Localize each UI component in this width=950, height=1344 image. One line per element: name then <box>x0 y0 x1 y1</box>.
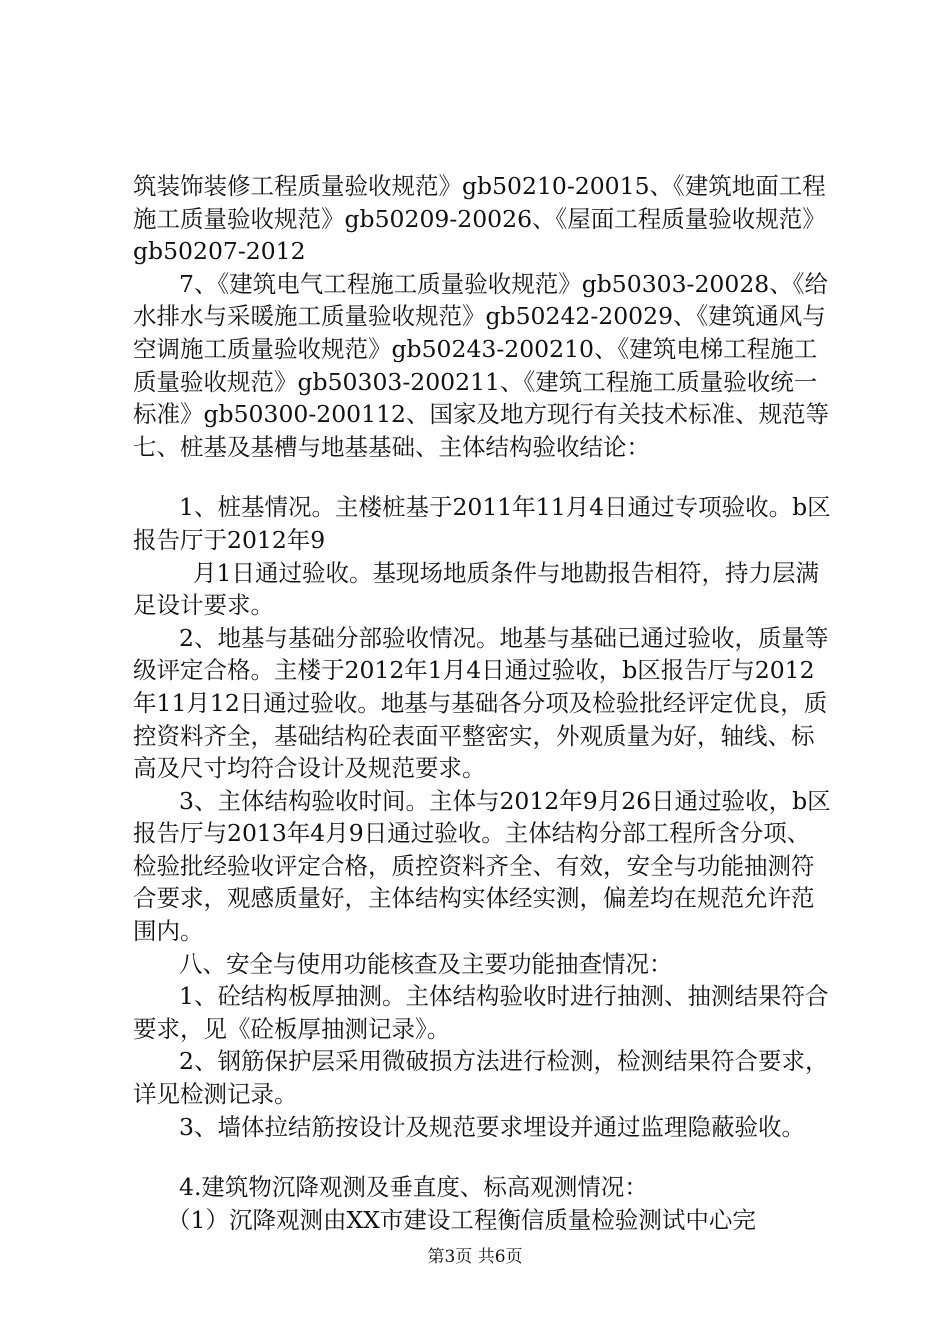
paragraph-foundation-acceptance: 2、地基与基础分部验收情况。地基与基础已通过验收，质量等级评定合格。主楼于2012年1月4日通过验收，b区报告厅与2012年11月12日通过验收。地基与基础各分项及检验批经评定优良，质控资料齐全，基础结构砼表面平整密实，外观质量为好，轴线、标高及尺寸均符合设计及规范要求。 <box>133 623 829 783</box>
paragraph-main-structure: 3、主体结构验收时间。主体与2012年9月26日通过验收，b区报告厅与2013年4月9日通过验收。主体结构分部工程所含分项、检验批经验收评定合格，质控资料齐全、有效，安全与功能抽测符合要求，观感质量好，主体结构实体经实测，偏差均在规范允许范围内。 <box>133 786 831 946</box>
paragraph-standards-continued: 筑装饰装修工程质量验收规范》gb50210-20015、《建筑地面工程施工质量验收规范》gb50209-20026、《屋面工程质量验收规范》gb50207-2012 <box>133 172 826 266</box>
paragraph-settlement-observation: 4.建筑物沉降观测及垂直度、标高观测情况： <box>179 1173 648 1202</box>
page-number-footer: 第3页 共6页 <box>427 1247 523 1267</box>
paragraph-pile-foundation-continued: 月1日通过验收。基现场地质条件与地勘报告相符，持力层满足设计要求。 <box>133 558 819 620</box>
paragraph-pile-foundation: 1、桩基情况。主楼桩基于2011年11月4日通过专项验收。b区报告厅于2012年9 <box>133 493 831 554</box>
paragraph-standards-list: 7、《建筑电气工程施工质量验收规范》gb50303-20028、《给水排水与采暖施工质量验收规范》gb50242-20029、《建筑通风与空调施工质量验收规范》gb50243-200210、《建筑电梯工程施工质量验收规范》gb50303-200211、《建筑工程施工质量验收统一标准》gb50300-200112、国家及地方现行有关技术标准、规范等七、桩基及基槽与地基基础、主体结构验收结论： <box>133 269 829 461</box>
paragraph-wall-ties: 3、墙体拉结筋按设计及规范要求埋设并通过监理隐蔽验收。 <box>179 1112 805 1141</box>
paragraph-slab-thickness: 1、砼结构板厚抽测。主体结构验收时进行抽测、抽测结果符合要求，见《砼板厚抽测记录》。 <box>133 982 829 1043</box>
paragraph-rebar-cover: 2、钢筋保护层采用微破损方法进行检测，检测结果符合要求，详见检测记录。 <box>133 1047 829 1109</box>
paragraph-settlement-detail: （1）沉降观测由XX市建设工程衡信质量检验测试中心完 <box>167 1205 756 1234</box>
section-heading-safety-check: 八、安全与使用功能核查及主要功能抽查情况： <box>179 949 673 978</box>
document-body <box>133 170 833 1236</box>
